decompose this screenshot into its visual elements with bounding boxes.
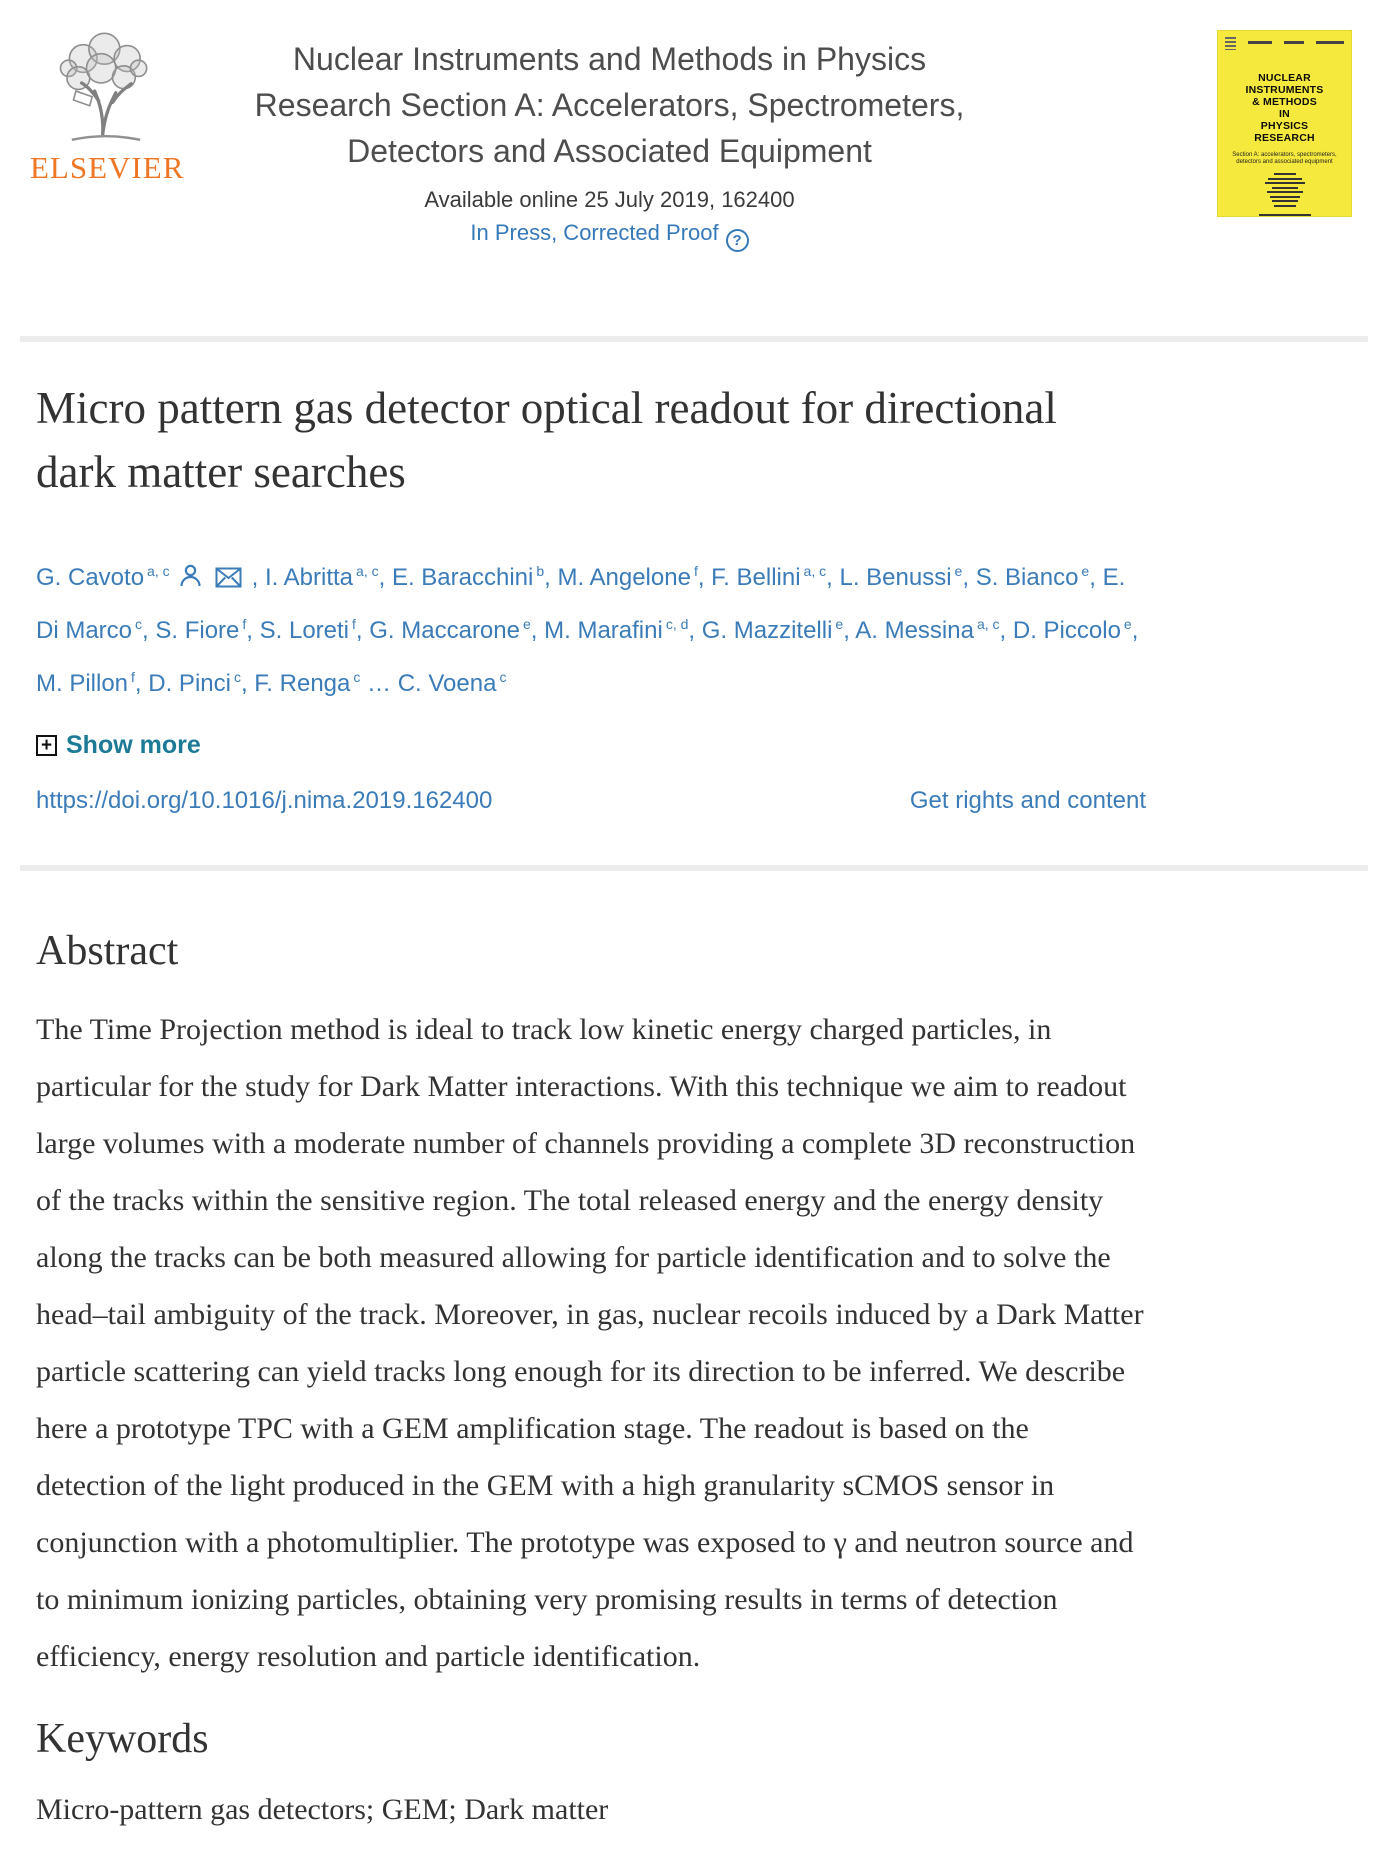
author-separator: ,	[1131, 617, 1139, 644]
author-affiliation-sup: f	[693, 563, 698, 579]
cover-masthead-fineprint	[1223, 37, 1346, 50]
author-affiliation-sup: c	[499, 669, 507, 685]
author-affiliation-sup: e	[954, 563, 963, 579]
journal-banner	[0, 0, 1388, 252]
author-link[interactable]: M. Marafini $^{c, d}$	[544, 616, 689, 644]
author-separator: ,	[826, 564, 840, 591]
author-affiliation-sup: f	[131, 669, 135, 685]
doi-link[interactable]: https://doi.org/10.1016/j.nima.2019.162400	[36, 787, 493, 814]
keywords-text: Micro-pattern gas detectors; GEM; Dark matter	[36, 1793, 609, 1826]
author-separator: ,	[246, 617, 260, 644]
email-author-envelope-icon[interactable]	[215, 567, 242, 588]
question-circle-icon[interactable]: ?	[726, 229, 749, 252]
author-affiliation-sup: a, c	[803, 563, 827, 579]
author-separator: ,	[697, 564, 712, 591]
journal-cover-image[interactable]	[1217, 30, 1352, 217]
author-link[interactable]: S. Loreti $^f$	[259, 616, 356, 644]
article-title: Micro pattern gas detector optical readout for directional dark matter searches	[36, 383, 1057, 497]
author-affiliation-sup: a, c	[356, 563, 379, 579]
author-link[interactable]: G. Maccarone $^e$	[369, 616, 531, 644]
journal-header-center	[182, 26, 1217, 252]
journal-title-link[interactable]: Nuclear Instruments and Methods in Physics	[292, 41, 927, 77]
cover-journal-title: NUCLEAR INSTRUMENTS & METHODS IN PHYSICS RESEARCH	[1245, 72, 1324, 144]
author-link[interactable]: C. Voena $^c$	[397, 669, 507, 697]
author-affiliation-sup: c, d	[665, 616, 689, 632]
abstract-section	[36, 927, 1146, 1827]
author-affiliation-sup: e	[1123, 616, 1132, 632]
author-link[interactable]: S. Bianco $^e$	[975, 563, 1090, 591]
author-link[interactable]: G. Mazzitelli $^e$	[701, 616, 844, 644]
author-details-person-icon[interactable]	[179, 563, 202, 588]
doi-row	[36, 787, 1146, 815]
section-divider	[20, 865, 1368, 871]
author-link[interactable]: D. Piccolo $^e$	[1012, 616, 1132, 644]
author-separator: ,	[530, 617, 545, 644]
author-separator: ,	[688, 617, 702, 644]
in-press-link[interactable]: In Press, Corrected Proof	[470, 220, 719, 245]
abstract-text: The Time Projection method is ideal to track low kinetic energy charged particles, in particular for the study for Dark Matter interactions. With this technique we aim to readout large volumes with a moderate number of channels providing a complete 3D reconstruction of the tracks within the sensitive region. The total released energy and the energy density along the tracks can be both measured allowing for particle identification and to solve the head–tail ambiguity of the track. Moreover, in gas, nuclear recoils induced by a Dark Matter particle scattering can yield tracks long enough for its direction to be inferred. We describe here a prototype TPC with a GEM amplification stage. The readout is based on the detection of the light produced in the GEM with a high granularity sCMOS sensor in conjunction with a photomultiplier. The prototype was exposed to γ and neutron source and to minimum ionizing particles, obtaining very promising results in terms of detection efficiency, energy resolution and particle identification.	[36, 1013, 1144, 1673]
author-separator: ,	[999, 617, 1013, 644]
author-separator: ,	[251, 564, 265, 591]
journal-title-link[interactable]: Research Section A: Accelerators, Spectrometers,	[254, 87, 965, 123]
author-separator: ,	[843, 617, 856, 644]
get-rights-link[interactable]: Get rights and content	[909, 787, 1146, 814]
cover-editors-fineprint	[1223, 173, 1346, 207]
authors-ellipsis: …	[360, 670, 398, 697]
author-link[interactable]: F. Renga $^c$	[254, 669, 361, 697]
author-affiliation-sup: b	[536, 563, 545, 579]
cover-section-text: Section A: accelerators, spectrometers, detectors and associated equipment	[1232, 152, 1337, 165]
elsevier-wordmark: ELSEVIER	[30, 150, 185, 185]
elsevier-tree-icon	[36, 26, 176, 148]
author-link[interactable]: M. Pillon $^f$	[36, 669, 135, 697]
cover-elsevier-mark	[1225, 37, 1236, 50]
author-link[interactable]: E. Baracchini $^b$	[391, 563, 545, 591]
show-more-label: Show more	[66, 731, 201, 759]
author-link[interactable]: L. Benussi $^e$	[839, 563, 963, 591]
author-separator: ,	[134, 670, 149, 697]
author-link[interactable]: M. Angelone $^f$	[557, 563, 698, 591]
section-divider	[20, 336, 1368, 342]
author-affiliation-sup: c	[233, 669, 241, 685]
abstract-heading: Abstract	[36, 928, 179, 974]
author-affiliation-sup: a, c	[976, 616, 1000, 632]
keywords-heading: Keywords	[36, 1716, 209, 1762]
author-link[interactable]: S. Fiore $^f$	[155, 616, 247, 644]
author-list	[36, 548, 1146, 707]
journal-title-link[interactable]: Detectors and Associated Equipment	[347, 133, 872, 169]
author-separator: ,	[544, 564, 558, 591]
available-online-text: Available online 25 July 2019, 162400	[424, 187, 795, 212]
in-press-row	[192, 220, 1027, 252]
author-link[interactable]: A. Messina $^{a, c}$	[855, 616, 1000, 644]
article-head	[36, 376, 1146, 815]
author-separator: ,	[142, 617, 156, 644]
author-separator: ,	[355, 617, 370, 644]
author-link[interactable]: E. Di Marco $^c$	[36, 564, 1126, 644]
author-separator: ,	[378, 564, 392, 591]
author-affiliation-sup: e	[835, 616, 844, 632]
author-affiliation-sup: f	[242, 616, 247, 632]
elsevier-logo[interactable]	[30, 26, 185, 186]
author-affiliation-sup: a, c	[147, 563, 170, 579]
author-affiliation-sup: c	[353, 669, 361, 685]
author-separator: ,	[962, 564, 976, 591]
author-link[interactable]: I. Abritta $^{a, c}$	[264, 563, 379, 591]
journal-cover-column	[1217, 30, 1352, 217]
author-affiliation-sup: c	[135, 616, 143, 632]
author-link[interactable]: D. Pinci $^c$	[148, 669, 241, 697]
author-affiliation-sup: f	[352, 616, 356, 632]
author-link[interactable]: G. Cavoto $^{a, c}$	[36, 563, 170, 591]
author-link[interactable]: F. Bellini $^{a, c}$	[711, 563, 827, 591]
author-affiliation-sup: e	[1081, 563, 1090, 579]
author-separator: ,	[240, 670, 255, 697]
cover-founding-editor-fineprint	[1259, 214, 1311, 216]
author-separator: ,	[1089, 564, 1103, 591]
plus-box-icon: +	[36, 735, 57, 756]
author-affiliation-sup: e	[522, 616, 531, 632]
show-more-button[interactable]	[36, 731, 1146, 760]
